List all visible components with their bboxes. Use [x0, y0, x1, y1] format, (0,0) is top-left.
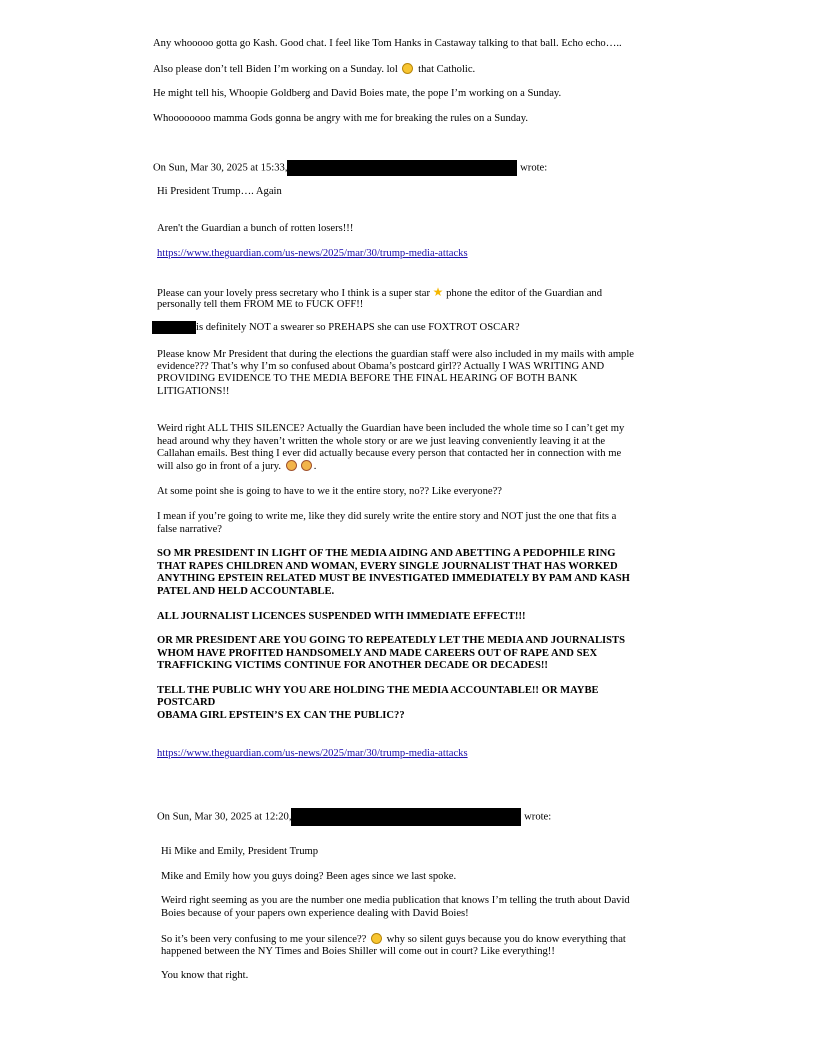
paragraph-pope: He might tell his, Whoopie Goldberg and David Boies mate, the pope I’m working on a Sunday.	[153, 88, 562, 99]
redaction-box	[287, 160, 517, 176]
quote-1-entire-story: At some point she is going to have to we it the entire story, no?? Like everyone??	[157, 486, 502, 497]
bold-paragraph-licences: ALL JOURNALIST LICENCES SUSPENDED WITH IMMEDIATE EFFECT!!!	[157, 611, 526, 622]
quote-1-losers: Aren't the Guardian a bunch of rotten losers!!!	[157, 223, 354, 234]
paragraph-biden: Also please don’t tell Biden I’m working on a Sunday. lol that Catholic.	[153, 64, 476, 75]
quote-2-know-that: You know that right.	[161, 970, 249, 981]
quote-header-2: On Sun, Mar 30, 2025 at 12:20, wrote:	[157, 808, 551, 826]
redaction-box	[152, 321, 196, 334]
exploding-head-emoji-icon	[301, 460, 312, 471]
quote-1-greeting: Hi President Trump…. Again	[157, 186, 282, 197]
quote-1-swearer: is definitely NOT a swearer so PREHAPS she can use FOXTROT OSCAR?	[152, 321, 520, 335]
quote-2-how-doing: Mike and Emily how you guys doing? Been ages since we last spoke.	[161, 871, 457, 882]
paragraph-sunday: Whoooooooo mamma Gods gonna be angry with me for breaking the rules on a Sunday.	[153, 113, 529, 124]
paragraph-castaway: Any whooooo gotta go Kash. Good chat. I feel like Tom Hanks in Castaway talking to that ball. Echo echo…..	[153, 38, 622, 49]
redaction-box	[291, 808, 521, 826]
guardian-link[interactable]: https://www.theguardian.com/us-news/2025/mar/30/trump-media-attacks	[157, 248, 468, 259]
laughing-emoji-icon	[402, 63, 413, 74]
star-emoji-icon: ★	[432, 285, 444, 299]
quote-1-press-secretary-l1: Please can your lovely press secretary who I think is a super star ★ phone the editor of the Guardian and	[157, 285, 603, 299]
quote-2-greeting: Hi Mike and Emily, President Trump	[161, 846, 319, 857]
quote-header-1: On Sun, Mar 30, 2025 at 15:33, wrote:	[153, 160, 547, 176]
grimacing-emoji-icon	[371, 933, 382, 944]
quote-1-press-secretary-l2: personally tell them FROM ME to FUCK OFF!!	[157, 299, 364, 310]
guardian-link[interactable]: https://www.theguardian.com/us-news/2025/mar/30/trump-media-attacks	[157, 748, 468, 759]
exploding-head-emoji-icon	[286, 460, 297, 471]
